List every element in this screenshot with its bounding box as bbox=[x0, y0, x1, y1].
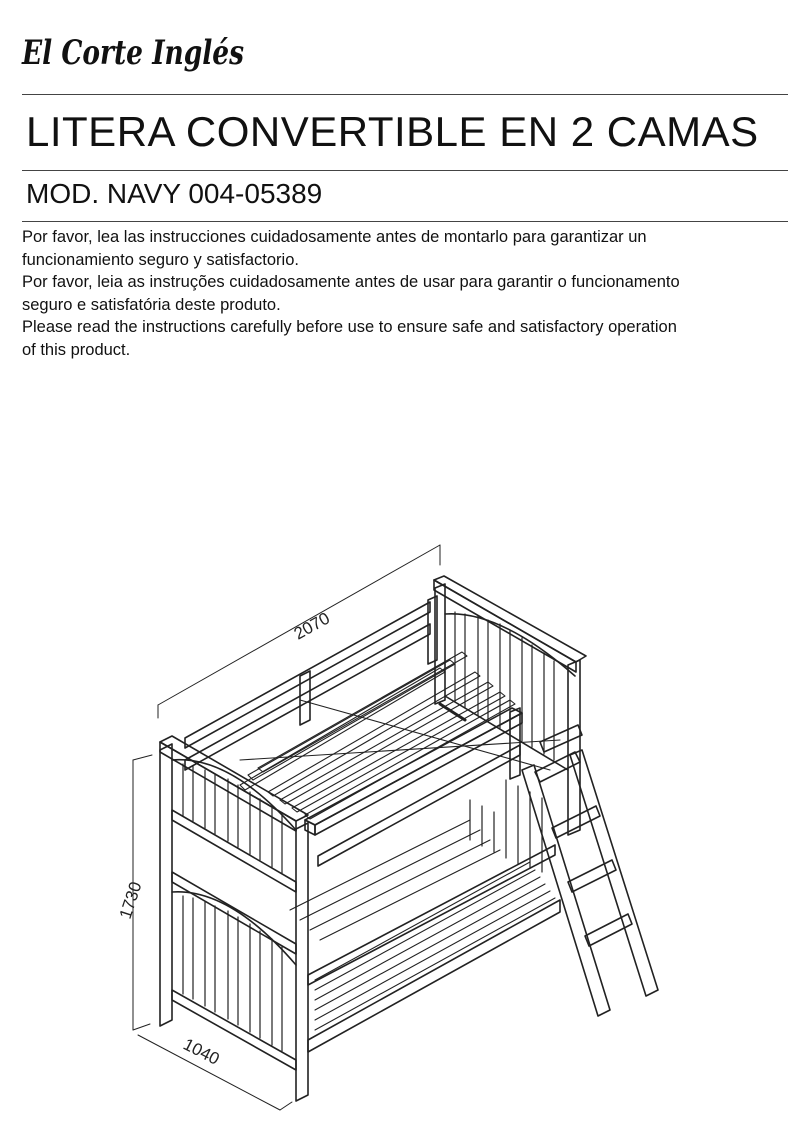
lower-bunk bbox=[290, 820, 560, 1052]
instructions-pt-line1: Por favor, leia as instruções cuidadosamente antes de usar para garantir o funcionamento bbox=[22, 273, 680, 291]
instructions-en-line1: Please read the instructions carefully before use to ensure safe and satisfactory operation bbox=[22, 318, 677, 336]
instructions-es-line1: Por favor, lea las instrucciones cuidadosamente antes de montarlo para garantizar un bbox=[22, 228, 647, 246]
instructions-en-line2: of this product. bbox=[22, 340, 131, 359]
svg-text:El Corte Inglés: El Corte Inglés bbox=[21, 33, 244, 73]
dimension-width: 1040 bbox=[180, 1034, 223, 1069]
instructions-pt-line2: seguro e satisfatória deste produto. bbox=[22, 295, 281, 314]
instructions-text bbox=[22, 226, 792, 361]
dimension-height: 1730 bbox=[115, 879, 146, 922]
model-rule bbox=[22, 221, 788, 222]
page-title: LITERA CONVERTIBLE EN 2 CAMAS bbox=[26, 108, 759, 155]
header-top-rule bbox=[22, 94, 788, 95]
dimension-length: 2070 bbox=[290, 608, 334, 644]
bunk-bed-drawing bbox=[110, 535, 670, 1120]
title-rule bbox=[22, 170, 788, 171]
model-number: MOD. NAVY 004-05389 bbox=[26, 178, 323, 209]
instructions-es-line2: funcionamiento seguro y satisfactorio. bbox=[22, 250, 299, 269]
brand-logo bbox=[20, 24, 250, 80]
dimension-lines bbox=[133, 545, 440, 1110]
